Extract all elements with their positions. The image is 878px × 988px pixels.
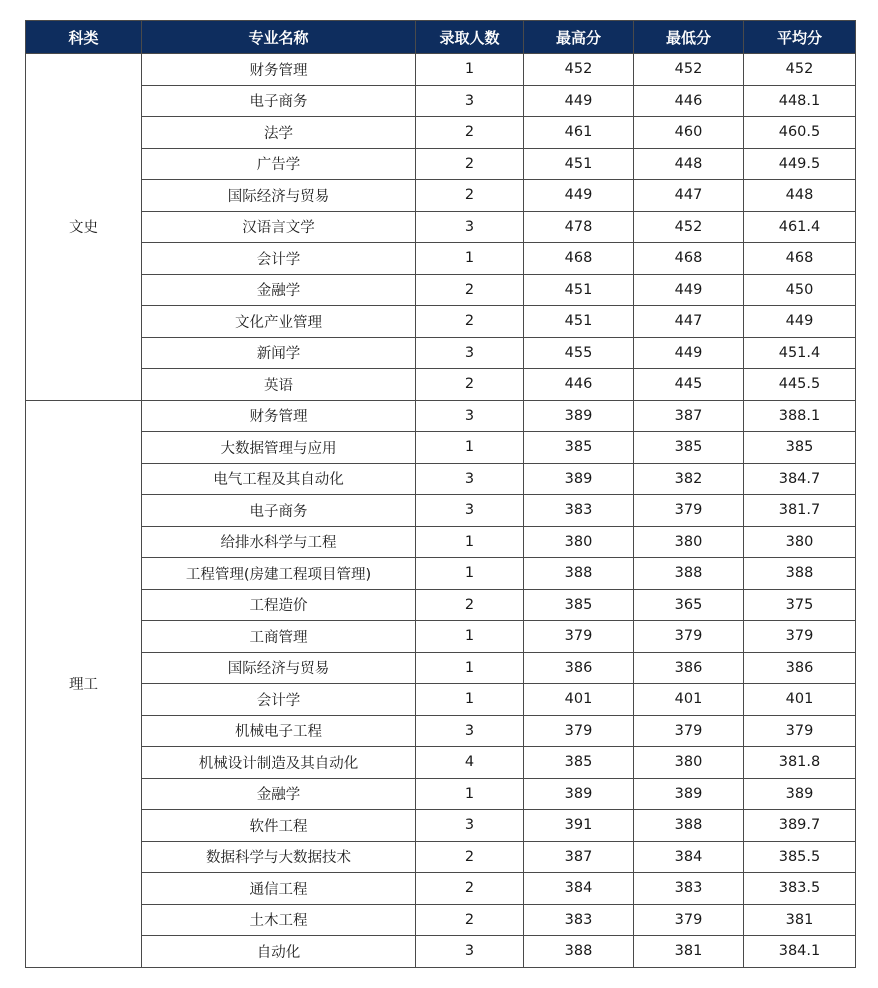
average-score-cell: 468 xyxy=(744,243,856,275)
major-name-cell: 电子商务 xyxy=(142,85,416,117)
admitted-count-cell: 2 xyxy=(416,873,524,905)
lowest-score-cell: 452 xyxy=(634,211,744,243)
table-row xyxy=(26,936,856,968)
header-average-score: 平均分 xyxy=(744,21,856,54)
highest-score-cell: 401 xyxy=(524,684,634,716)
admitted-count-cell: 1 xyxy=(416,778,524,810)
average-score-cell: 381 xyxy=(744,904,856,936)
table-row xyxy=(26,243,856,275)
average-score-cell: 450 xyxy=(744,274,856,306)
admitted-count-cell: 2 xyxy=(416,274,524,306)
highest-score-cell: 388 xyxy=(524,558,634,590)
average-score-cell: 451.4 xyxy=(744,337,856,369)
highest-score-cell: 468 xyxy=(524,243,634,275)
admitted-count-cell: 2 xyxy=(416,306,524,338)
table-row xyxy=(26,369,856,401)
header-admitted-count: 录取人数 xyxy=(416,21,524,54)
admitted-count-cell: 2 xyxy=(416,369,524,401)
table-row xyxy=(26,778,856,810)
table-row xyxy=(26,306,856,338)
admitted-count-cell: 3 xyxy=(416,495,524,527)
highest-score-cell: 380 xyxy=(524,526,634,558)
highest-score-cell: 451 xyxy=(524,148,634,180)
table-row xyxy=(26,652,856,684)
average-score-cell: 384.1 xyxy=(744,936,856,968)
header-major-name: 专业名称 xyxy=(142,21,416,54)
lowest-score-cell: 449 xyxy=(634,274,744,306)
major-name-cell: 电气工程及其自动化 xyxy=(142,463,416,495)
highest-score-cell: 449 xyxy=(524,85,634,117)
major-name-cell: 自动化 xyxy=(142,936,416,968)
table-row xyxy=(26,180,856,212)
major-name-cell: 土木工程 xyxy=(142,904,416,936)
highest-score-cell: 388 xyxy=(524,936,634,968)
table-row xyxy=(26,54,856,86)
admitted-count-cell: 1 xyxy=(416,621,524,653)
admitted-count-cell: 2 xyxy=(416,841,524,873)
highest-score-cell: 451 xyxy=(524,306,634,338)
major-name-cell: 机械电子工程 xyxy=(142,715,416,747)
table-row xyxy=(26,747,856,779)
average-score-cell: 449.5 xyxy=(744,148,856,180)
average-score-cell: 384.7 xyxy=(744,463,856,495)
lowest-score-cell: 387 xyxy=(634,400,744,432)
average-score-cell: 449 xyxy=(744,306,856,338)
table-row xyxy=(26,715,856,747)
admitted-count-cell: 3 xyxy=(416,337,524,369)
average-score-cell: 386 xyxy=(744,652,856,684)
admitted-count-cell: 2 xyxy=(416,589,524,621)
lowest-score-cell: 447 xyxy=(634,180,744,212)
admitted-count-cell: 2 xyxy=(416,148,524,180)
major-name-cell: 工程造价 xyxy=(142,589,416,621)
admitted-count-cell: 3 xyxy=(416,400,524,432)
average-score-cell: 448 xyxy=(744,180,856,212)
admitted-count-cell: 1 xyxy=(416,243,524,275)
header-category: 科类 xyxy=(26,21,142,54)
lowest-score-cell: 388 xyxy=(634,810,744,842)
admitted-count-cell: 1 xyxy=(416,54,524,86)
table-row xyxy=(26,495,856,527)
lowest-score-cell: 386 xyxy=(634,652,744,684)
major-name-cell: 通信工程 xyxy=(142,873,416,905)
table-row xyxy=(26,621,856,653)
average-score-cell: 385 xyxy=(744,432,856,464)
lowest-score-cell: 379 xyxy=(634,495,744,527)
lowest-score-cell: 384 xyxy=(634,841,744,873)
lowest-score-cell: 446 xyxy=(634,85,744,117)
admitted-count-cell: 2 xyxy=(416,180,524,212)
average-score-cell: 385.5 xyxy=(744,841,856,873)
lowest-score-cell: 389 xyxy=(634,778,744,810)
table-row xyxy=(26,558,856,590)
admitted-count-cell: 1 xyxy=(416,652,524,684)
highest-score-cell: 383 xyxy=(524,495,634,527)
highest-score-cell: 386 xyxy=(524,652,634,684)
major-name-cell: 国际经济与贸易 xyxy=(142,652,416,684)
lowest-score-cell: 380 xyxy=(634,526,744,558)
admitted-count-cell: 3 xyxy=(416,810,524,842)
major-name-cell: 国际经济与贸易 xyxy=(142,180,416,212)
admitted-count-cell: 1 xyxy=(416,432,524,464)
highest-score-cell: 455 xyxy=(524,337,634,369)
admitted-count-cell: 1 xyxy=(416,526,524,558)
admitted-count-cell: 3 xyxy=(416,211,524,243)
table-row xyxy=(26,841,856,873)
major-name-cell: 电子商务 xyxy=(142,495,416,527)
admitted-count-cell: 4 xyxy=(416,747,524,779)
average-score-cell: 461.4 xyxy=(744,211,856,243)
table-row xyxy=(26,337,856,369)
major-name-cell: 英语 xyxy=(142,369,416,401)
admitted-count-cell: 3 xyxy=(416,85,524,117)
highest-score-cell: 385 xyxy=(524,589,634,621)
major-name-cell: 金融学 xyxy=(142,274,416,306)
highest-score-cell: 391 xyxy=(524,810,634,842)
lowest-score-cell: 382 xyxy=(634,463,744,495)
highest-score-cell: 379 xyxy=(524,621,634,653)
average-score-cell: 375 xyxy=(744,589,856,621)
admitted-count-cell: 3 xyxy=(416,936,524,968)
lowest-score-cell: 381 xyxy=(634,936,744,968)
table-row xyxy=(26,684,856,716)
highest-score-cell: 452 xyxy=(524,54,634,86)
major-name-cell: 会计学 xyxy=(142,684,416,716)
major-name-cell: 财务管理 xyxy=(142,54,416,86)
admitted-count-cell: 3 xyxy=(416,715,524,747)
lowest-score-cell: 385 xyxy=(634,432,744,464)
table-row xyxy=(26,904,856,936)
average-score-cell: 383.5 xyxy=(744,873,856,905)
highest-score-cell: 446 xyxy=(524,369,634,401)
highest-score-cell: 389 xyxy=(524,463,634,495)
lowest-score-cell: 379 xyxy=(634,715,744,747)
category-cell: 理工 xyxy=(26,400,142,967)
lowest-score-cell: 468 xyxy=(634,243,744,275)
average-score-cell: 401 xyxy=(744,684,856,716)
average-score-cell: 388 xyxy=(744,558,856,590)
highest-score-cell: 384 xyxy=(524,873,634,905)
highest-score-cell: 451 xyxy=(524,274,634,306)
lowest-score-cell: 447 xyxy=(634,306,744,338)
header-row xyxy=(26,21,856,54)
average-score-cell: 460.5 xyxy=(744,117,856,149)
admitted-count-cell: 1 xyxy=(416,558,524,590)
highest-score-cell: 449 xyxy=(524,180,634,212)
table-row xyxy=(26,873,856,905)
table-row xyxy=(26,148,856,180)
highest-score-cell: 383 xyxy=(524,904,634,936)
average-score-cell: 448.1 xyxy=(744,85,856,117)
lowest-score-cell: 379 xyxy=(634,904,744,936)
table-body xyxy=(26,54,856,968)
table-row xyxy=(26,589,856,621)
table-row xyxy=(26,810,856,842)
major-name-cell: 广告学 xyxy=(142,148,416,180)
lowest-score-cell: 445 xyxy=(634,369,744,401)
major-name-cell: 数据科学与大数据技术 xyxy=(142,841,416,873)
major-name-cell: 大数据管理与应用 xyxy=(142,432,416,464)
lowest-score-cell: 383 xyxy=(634,873,744,905)
category-cell: 文史 xyxy=(26,54,142,401)
table-row xyxy=(26,432,856,464)
highest-score-cell: 478 xyxy=(524,211,634,243)
highest-score-cell: 389 xyxy=(524,778,634,810)
highest-score-cell: 385 xyxy=(524,747,634,779)
table-row xyxy=(26,274,856,306)
average-score-cell: 379 xyxy=(744,621,856,653)
highest-score-cell: 385 xyxy=(524,432,634,464)
lowest-score-cell: 452 xyxy=(634,54,744,86)
major-name-cell: 工商管理 xyxy=(142,621,416,653)
average-score-cell: 452 xyxy=(744,54,856,86)
lowest-score-cell: 380 xyxy=(634,747,744,779)
major-name-cell: 法学 xyxy=(142,117,416,149)
major-name-cell: 软件工程 xyxy=(142,810,416,842)
table-row xyxy=(26,117,856,149)
major-name-cell: 给排水科学与工程 xyxy=(142,526,416,558)
lowest-score-cell: 401 xyxy=(634,684,744,716)
lowest-score-cell: 379 xyxy=(634,621,744,653)
table-row xyxy=(26,463,856,495)
average-score-cell: 379 xyxy=(744,715,856,747)
average-score-cell: 389 xyxy=(744,778,856,810)
lowest-score-cell: 365 xyxy=(634,589,744,621)
header-lowest-score: 最低分 xyxy=(634,21,744,54)
header-highest-score: 最高分 xyxy=(524,21,634,54)
table-row xyxy=(26,85,856,117)
highest-score-cell: 379 xyxy=(524,715,634,747)
highest-score-cell: 461 xyxy=(524,117,634,149)
admitted-count-cell: 1 xyxy=(416,684,524,716)
lowest-score-cell: 460 xyxy=(634,117,744,149)
average-score-cell: 445.5 xyxy=(744,369,856,401)
highest-score-cell: 389 xyxy=(524,400,634,432)
major-name-cell: 工程管理(房建工程项目管理) xyxy=(142,558,416,590)
admitted-count-cell: 2 xyxy=(416,904,524,936)
average-score-cell: 380 xyxy=(744,526,856,558)
average-score-cell: 389.7 xyxy=(744,810,856,842)
average-score-cell: 388.1 xyxy=(744,400,856,432)
average-score-cell: 381.7 xyxy=(744,495,856,527)
table-row xyxy=(26,526,856,558)
major-name-cell: 金融学 xyxy=(142,778,416,810)
highest-score-cell: 387 xyxy=(524,841,634,873)
major-name-cell: 会计学 xyxy=(142,243,416,275)
lowest-score-cell: 448 xyxy=(634,148,744,180)
admitted-count-cell: 2 xyxy=(416,117,524,149)
major-name-cell: 文化产业管理 xyxy=(142,306,416,338)
lowest-score-cell: 449 xyxy=(634,337,744,369)
lowest-score-cell: 388 xyxy=(634,558,744,590)
major-name-cell: 机械设计制造及其自动化 xyxy=(142,747,416,779)
major-name-cell: 财务管理 xyxy=(142,400,416,432)
average-score-cell: 381.8 xyxy=(744,747,856,779)
table-row xyxy=(26,400,856,432)
major-name-cell: 汉语言文学 xyxy=(142,211,416,243)
table-row xyxy=(26,211,856,243)
major-name-cell: 新闻学 xyxy=(142,337,416,369)
admitted-count-cell: 3 xyxy=(416,463,524,495)
admission-scores-table xyxy=(25,20,856,968)
